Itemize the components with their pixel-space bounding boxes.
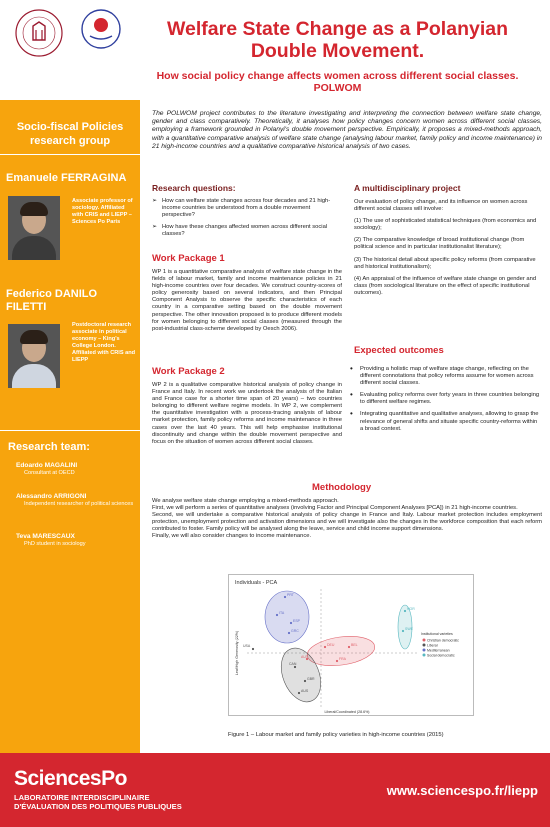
group-title: Socio-fiscal Policies research group: [16, 121, 124, 147]
person2-name: Federico DANILO FILETTI: [6, 288, 98, 313]
wp1-text: WP 1 is a quantitative comparative analysis of welfare state change in the fields of labour market, family and income maintenance policies in 21 high-income countries over four decades. We construct country-scores of policy generosity based on several indicators, and then Principal Component Analysis to observe the specific characteristics of each country in a comparative setting based on the double movement perspective. The other innovation proposed is to produce different models for women belonging to different social classes (measured through the post-industrial class-scheme developed by Oesch 2006).: [152, 269, 342, 332]
poster-header: [0, 0, 550, 100]
point-label: USA: [243, 644, 251, 648]
data-point: [336, 660, 338, 662]
data-point: [288, 632, 290, 634]
footer: [0, 753, 550, 827]
figure-caption: Figure 1 – Labour market and family policy varieties in high-income countries (2015): [228, 732, 444, 738]
legend-entry: Liberal: [427, 643, 438, 648]
mediterranean-ellipse: [265, 591, 309, 643]
website-link[interactable]: www.sciencespo.fr/liepp: [386, 783, 538, 798]
team-member: Teva MARESCAUX PhD student in sociology: [16, 533, 86, 547]
data-point: [304, 680, 306, 682]
outcomes-list: [350, 366, 542, 438]
methodology-para: First, we will perform a series of quantitative analyses (involving Factor and Principal Component Analyses [PCA]) in 21 high-income countries.: [152, 505, 518, 512]
person1-desc: Associate professor of sociology. Affiliated with CRIS and LIEPP – Sciences Po Paris: [72, 198, 133, 225]
team-member: Alessandro ARRIGONI Independent researcher of political sciences: [16, 493, 134, 507]
pca-figure: [228, 574, 474, 716]
data-point: [402, 630, 404, 632]
data-point: [348, 646, 350, 648]
data-point: [290, 622, 292, 624]
sciencespo-logo: SciencesPo: [14, 767, 127, 790]
data-point: [284, 596, 286, 598]
list-item: • Providing a holistic map of welfare stage change, reflecting on the different connotations that policy reforms assume for women across different social classes.: [350, 366, 542, 387]
point-label: ITA: [279, 611, 285, 615]
methodology-body: [152, 498, 542, 541]
poster-title: Welfare State Change as a Polanyian Double Movement.: [166, 18, 508, 62]
point-label: GBR: [307, 677, 315, 681]
person1-name: Emanuele FERRAGINA: [6, 172, 127, 184]
point-label: ESP: [293, 619, 301, 623]
legend-entry: Christian democratic: [427, 638, 459, 643]
list-item: ➢ How have these changes affected women across different social classes?: [152, 224, 342, 238]
plot-title: Individuals - PCA: [235, 580, 278, 586]
point-label: CAN: [289, 662, 297, 666]
legend-title: Institutional varieties: [421, 632, 453, 636]
legend-marker: [423, 649, 426, 652]
legend-marker: [423, 654, 426, 657]
outcomes-title: Expected outcomes: [354, 345, 444, 356]
divider: [0, 430, 140, 431]
methodology-para: Second, we will undertake a comparative historical analysis of policy change in France and Italy. Labour market protection includes employment protection, unemployment protection and activation dimensions and we will investigate also the changes in the workforce composition that each reform contributed to foster. Family policy will be analysed along the leave, service and child income support dimensions.: [152, 512, 542, 533]
team-member: Edoardo MAGALINI Consultant at OECD: [16, 462, 78, 476]
list-item: (3) The historical detail about specific policy reforms (from comparative and historical institutionalism);: [354, 256, 536, 270]
data-point: [404, 610, 406, 612]
wp2-title: Work Package 2: [152, 366, 225, 377]
team-title: Research team:: [8, 441, 90, 453]
multidisciplinary-lead: Our evaluation of policy change, and its influence on women across different social classes will involve:: [354, 199, 528, 213]
research-questions-list: [152, 198, 342, 243]
list-item: • Integrating quantitative and qualitative analyses, allowing to grasp the relevance of general shifts and situate specific country-reforms within a broad context.: [350, 411, 542, 432]
point-label: FRA: [339, 657, 346, 661]
multidisciplinary-title: A multidisciplinary project: [354, 183, 461, 193]
person1-photo: [8, 196, 60, 260]
methodology-para: Finally, we will also consider changes to income maintenance.: [152, 533, 312, 540]
idex-logo: [14, 8, 64, 58]
y-axis-label: Leaf/High Generosity (22%): [235, 630, 239, 676]
wp2-text: WP 2 is a qualitative comparative historical analysis of policy change in France and Italy. In recent work we undertook the analysis of the Italian and France case for a shorter time span of 20 years) – two countries belonging to different welfare regime models. In WP 2, we complement the quantitative investigation with a process-tracing analysis of labour market protection, family policy reforms and income maintenance in three cases over the last 40 years. This will help emphasise institutional discontinuity and change within the double movement perspective and focus on the situation of women across different social classes.: [152, 382, 342, 445]
methodology-title: Methodology: [312, 482, 372, 493]
wp1-title: Work Package 1: [152, 253, 225, 264]
data-point: [276, 614, 278, 616]
sidebar: [0, 100, 140, 753]
person2-photo: [8, 324, 60, 388]
pca-plot: [229, 575, 475, 717]
point-label: NOR: [407, 607, 415, 611]
list-item: (1) The use of sophisticated statistical techniques (from economics and sociology);: [354, 218, 537, 232]
lab-name: LABORATOIRE INTERDISCIPLINAIRE D'ÉVALUATION DES POLITIQUES PUBLIQUES: [14, 793, 182, 811]
point-label: GRC: [291, 629, 299, 633]
data-point: [298, 692, 300, 694]
data-point: [294, 666, 296, 668]
person2-desc: Postdoctoral research associate in political economy – King's College London. Affiliated with CRIS and LIEPP: [72, 322, 136, 363]
research-questions-title: Research questions:: [152, 183, 236, 193]
inserm-logo: [80, 8, 122, 50]
data-point: [324, 646, 326, 648]
list-item: ➢ How can welfare state changes across four decades and 21 high-income countries be understood from a double movement perspective?: [152, 198, 342, 219]
divider: [0, 154, 140, 155]
legend-marker: [423, 644, 426, 647]
point-label: SWE: [405, 627, 413, 631]
list-item: (2) The comparative knowledge of broad institutional change (from political science and in particular institutionalist literature);: [354, 237, 525, 251]
list-item: • Evaluating policy reforms over forty years in three countries belonging to different welfare regimes.: [350, 392, 542, 406]
legend: [421, 632, 459, 657]
legend-marker: [423, 639, 426, 642]
point-label: PRT: [287, 593, 294, 597]
intro-paragraph: The POLWOM project contributes to the literature investigating and interpreting the connection between welfare state change, gender and class comparatively. Theoretically, it analyses how policy changes concern women across different social classes, employing a framework grounded in Polanyi's double movement perspective. Empirically, it proposes a mixed-methods approach, with a quantitative comparative analysis of welfare state change (analysing labour market, family policy and income maintenance) in 21 high-income countries and a qualitative comparative historical analysis of two cases.: [152, 110, 542, 150]
x-axis-label: Liberal/Coordinated (28.6%): [324, 710, 370, 714]
list-item: (4) An appraisal of the influence of welfare state change on gender and class (from sociological literature on the effect of specific institutional outcomes).: [354, 275, 537, 296]
data-point: [252, 648, 254, 650]
point-label: AUS: [301, 689, 309, 693]
point-label: AUT: [301, 655, 308, 659]
poster-subtitle: How social policy change affects women across different social classes. POLWOM: [156, 70, 519, 94]
methodology-para: We analyse welfare state change employing a mixed-methods approach.: [152, 498, 339, 504]
point-label: DEU: [327, 643, 335, 647]
point-label: BEL: [351, 643, 358, 647]
legend-entry: Mediterranean: [427, 648, 450, 653]
multidisciplinary-body: [354, 199, 542, 302]
legend-entry: Social democratic: [427, 653, 455, 658]
